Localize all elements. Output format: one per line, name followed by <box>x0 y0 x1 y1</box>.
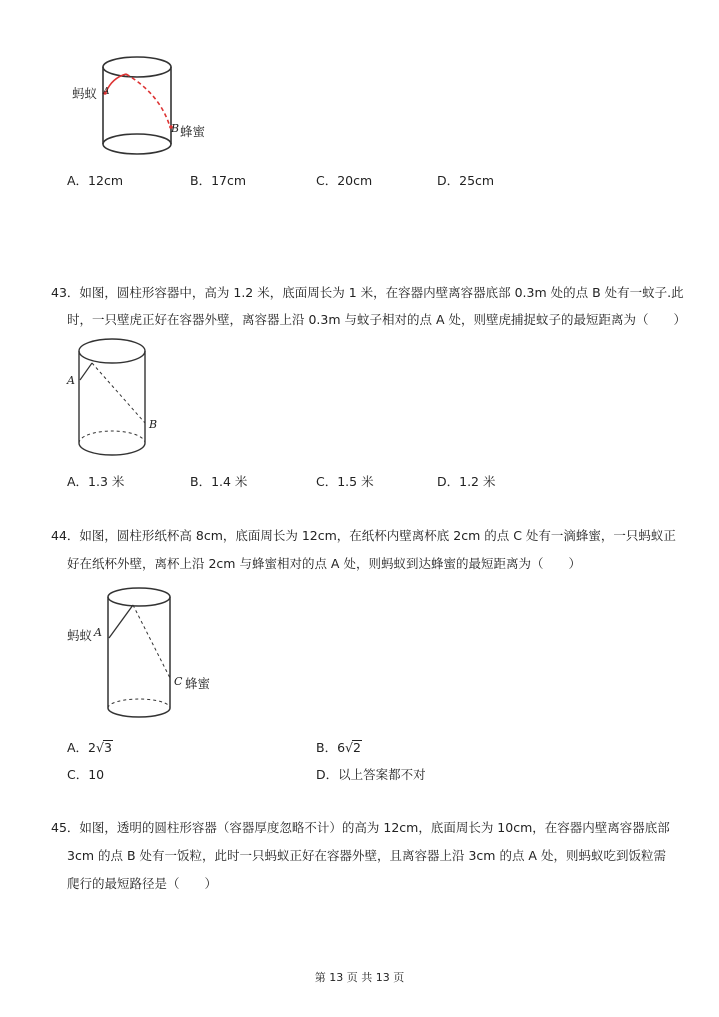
q42-a-label: A <box>103 87 110 97</box>
q44-path-dashed <box>133 605 170 678</box>
q44-path-solid <box>109 605 133 638</box>
q42-option-d: D．25cm <box>437 173 495 188</box>
q44-option-a-prefix: A．2 <box>67 740 97 755</box>
q44-option-a <box>67 738 113 756</box>
radical-sign-icon: √ <box>96 740 104 755</box>
q44-option-b-radicand: 2 <box>353 740 361 755</box>
q43-option-d: D．1.2 米 <box>437 474 496 489</box>
q43-question-line-2: 时，一只壁虎正好在容器外壁，离容器上沿 0.3m 与蚊子相对的点 A 处，则壁虎捕捉蚊子的最短距离为（ ） <box>67 312 687 327</box>
q42-b-label: B <box>171 122 180 135</box>
q42-ant-label: 蚂蚁 <box>72 86 98 101</box>
q43-question-line-1: 43．如图，圆柱形容器中，高为 1.2 米，底面周长为 1 米，在容器内壁离容器底部 0.3m 处的点 B 处有一蚊子.此 <box>51 285 684 300</box>
q44-question-line-2: 好在纸杯外壁，离杯上沿 2cm 与蜂蜜相对的点 A 处，则蚂蚁到达蜂蜜的最短距离为（ ） <box>67 556 581 571</box>
q43-a-label: A <box>67 374 75 387</box>
q42-option-a: A．12cm <box>67 173 124 188</box>
q43-b-label: B <box>149 418 158 431</box>
q44-option-c: C．10 <box>67 767 105 782</box>
page-footer: 第 13 页 共 13 页 <box>314 971 405 984</box>
q44-bottom-front <box>108 708 170 717</box>
q45-question-line-3: 爬行的最短路径是（ ） <box>67 876 218 891</box>
q43-option-b: B．1.4 米 <box>190 474 248 489</box>
q45-question-line-1: 45．如图，透明的圆柱形容器（容器厚度忽略不计）的高为 12cm，底面周长为 10cm，在容器内壁离容器底部 <box>51 820 670 835</box>
q44-honey-label: 蜂蜜 <box>185 676 211 691</box>
q42-option-c: C．20cm <box>316 173 373 188</box>
radical-sign-icon: √ <box>345 740 353 755</box>
q43-option-c: C．1.5 米 <box>316 474 374 489</box>
q44-bottom-back <box>108 699 170 708</box>
q45-question-line-2: 3cm 的点 B 处有一饭粒，此时一只蚂蚁正好在容器外壁，且离容器上沿 3cm 的点 A 处，则蚂蚁吃到饭粒需 <box>67 848 666 863</box>
q44-c-label: C <box>174 675 183 688</box>
q44-option-d: D．以上答案都不对 <box>316 767 426 782</box>
q44-option-b-prefix: B．6 <box>316 740 346 755</box>
q42-option-b: B．17cm <box>190 173 247 188</box>
q44-ant-label: 蚂蚁 <box>67 628 93 643</box>
q43-option-a: A．1.3 米 <box>67 474 125 489</box>
q42-honey-label: 蜂蜜 <box>180 124 206 139</box>
q44-option-b <box>316 738 362 756</box>
q44-question-line-1: 44．如图，圆柱形纸杯高 8cm，底面周长为 12cm，在纸杯内壁离杯底 2cm 的点 C 处有一滴蜂蜜，一只蚂蚁正 <box>51 528 676 543</box>
q44-a-label: A <box>94 626 102 639</box>
q44-top-ellipse <box>108 588 170 606</box>
q44-option-a-radicand: 3 <box>103 740 112 755</box>
